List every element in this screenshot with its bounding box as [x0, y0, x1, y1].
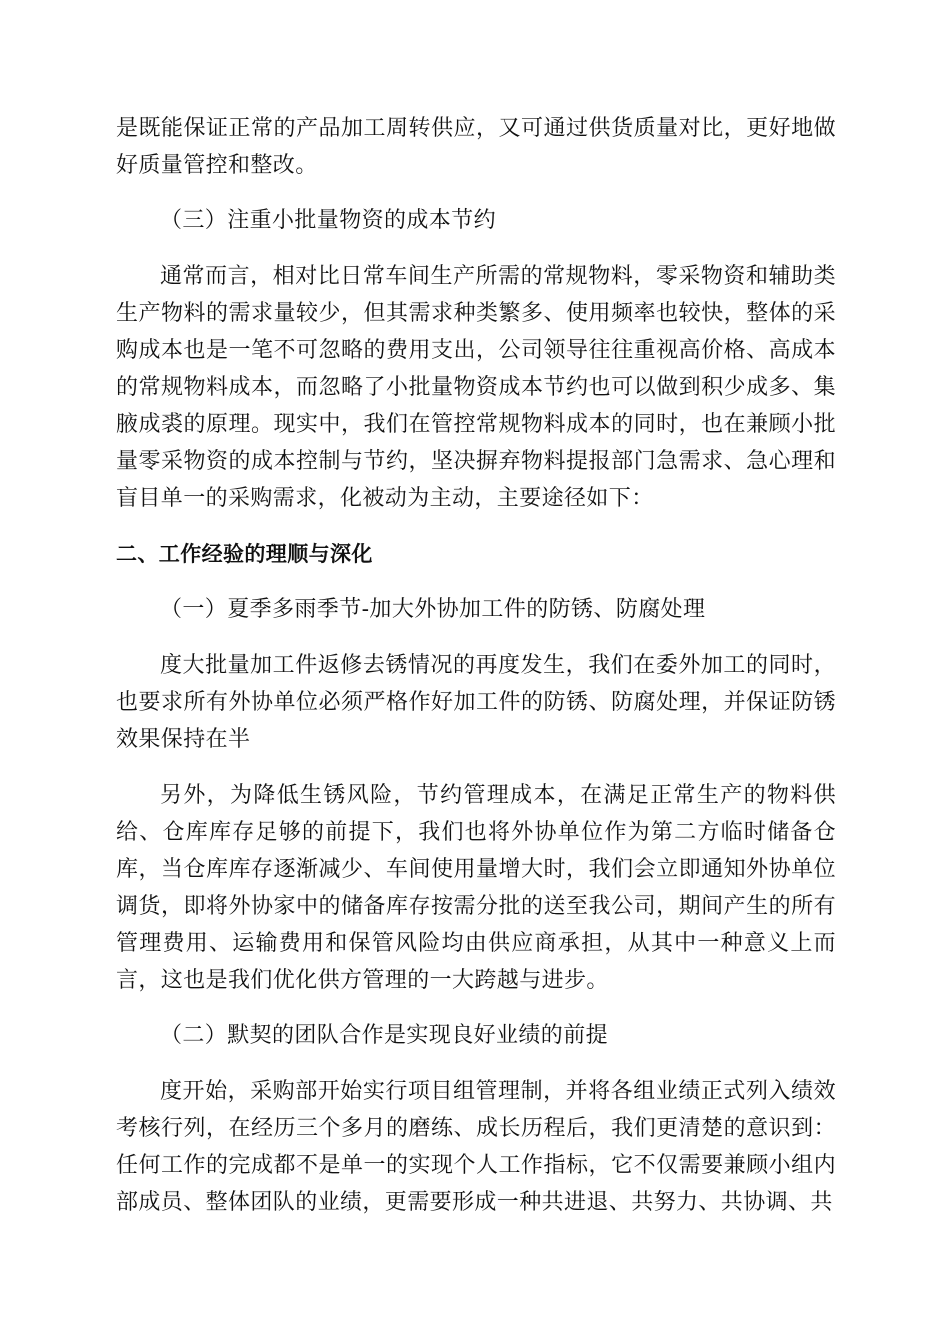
subheading-cost-saving: （三）注重小批量物资的成本节约 — [160, 208, 497, 233]
paragraph-rust-prevention: 度大批量加工件返修去锈情况的再度发生，我们在委外加工的同时，也要求所有外协单位必须严格作好加工件的防锈、防腐处理，并保证防锈效果保持在半 — [116, 653, 836, 752]
document-body — [116, 110, 836, 1221]
subheading-teamwork: （二）默契的团队合作是实现良好业绩的前提 — [160, 1023, 609, 1048]
paragraph-cost-saving: 通常而言，相对比日常车间生产所需的常规物料，零采物资和辅助类生产物料的需求量较少，但其需求种类繁多、使用频率也较快，整体的采购成本也是一笔不可忽略的费用支出，公司领导往往重视高价格、高成本的常规物料成本，而忽略了小批量物资成本节约也可以做到积少成多、集腋成裘的原理。现实中，我们在管控常规物料成本的同时，也在兼顾小批量零采物资的成本控制与节约，坚决摒弃物料提报部门急需求、急心理和盲目单一的采购需求，化被动为主动，主要途径如下： — [116, 264, 836, 511]
subheading-rust-prevention: （一）夏季多雨季节-加大外协加工件的防锈、防腐处理 — [160, 597, 706, 622]
paragraph-teamwork: 度开始，采购部开始实行项目组管理制，并将各组业绩正式列入绩效考核行列，在经历三个多月的磨练、成长历程后，我们更清楚的意识到：任何工作的完成都不是单一的实现个人工作指标，它不仅需要兼顾小组内部成员、整体团队的业绩，更需要形成一种共进退、共努力、共协调、共 — [116, 1079, 836, 1215]
paragraph-continuation: 是既能保证正常的产品加工周转供应，又可通过供货质量对比，更好地做好质量管控和整改。 — [116, 116, 836, 178]
paragraph-temporary-storage: 另外，为降低生锈风险，节约管理成本，在满足正常生产的物料供给、仓库库存足够的前提下，我们也将外协单位作为第二方临时储备仓库，当仓库库存逐渐减少、车间使用量增大时，我们会立即通知外协单位调货，即将外协家中的储备库存按需分批的送至我公司，期间产生的所有管理费用、运输费用和保管风险均由供应商承担，从其中一种意义上而言，这也是我们优化供方管理的一大跨越与进步。 — [116, 783, 836, 993]
section-heading-work-experience: 二、工作经验的理顺与深化 — [116, 542, 373, 566]
